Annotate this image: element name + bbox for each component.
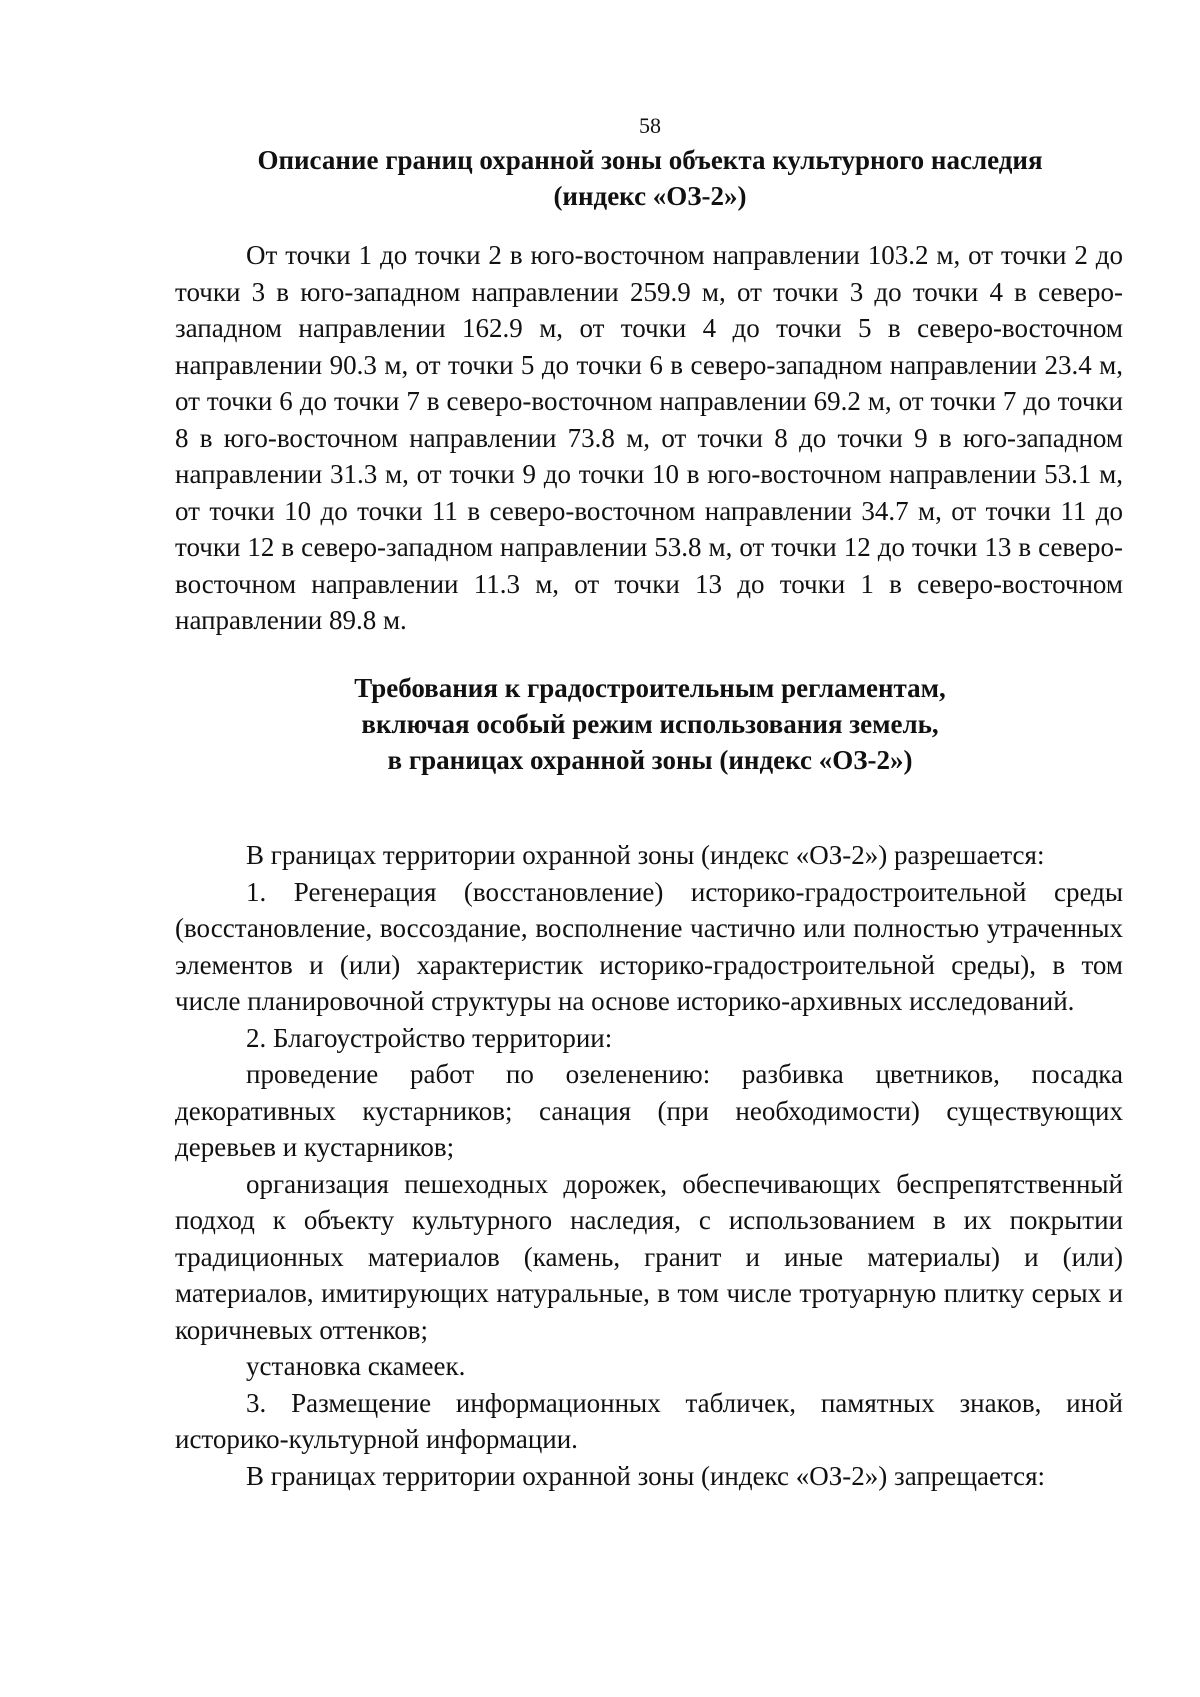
page-number: 58 [639, 113, 661, 138]
allowed-intro: В границах территории охранной зоны (индекс «ОЗ-2») разрешается: [246, 840, 1045, 870]
section-title-line: Описание границ охранной зоны объекта культурного наследия [257, 145, 1043, 175]
item-landscaping: 2. Благоустройство территории: [246, 1022, 613, 1053]
requirements-body [175, 837, 1123, 1494]
boundaries-paragraph: От точки 1 до точки 2 в юго-восточном направлении 103.2 м, от точки 2 до точки 3 в юго-западном направлении 259.9 м, от точки 3 до точки 4 в северо-западном направлении 162.9 м, от точки 4 до точки 5 в северо-восточном направлении 90.3 м, от точки 5 до точки 6 в северо-западном направлении 23.4 м, от точки 6 до точки 7 в северо-восточном направлении 69.2 м, от точки 7 до точки 8 в юго-восточном направлении 73.8 м, от точки 8 до точки 9 в юго-западном направлении 31.3 м, от точки 9 до точки 10 в юго-восточном направлении 53.1 м, от точки 10 до точки 11 в северо-восточном направлении 34.7 м, от точки 11 до точки 12 в северо-западном направлении 53.8 м, от точки 12 до точки 13 в северо-восточном направлении 11.3 м, от точки 13 до точки 1 в северо-восточном направлении 89.8 м. [175, 240, 1123, 635]
item-info-signs: 3. Размещение информационных табличек, памятных знаков, иной историко-культурной информации. [175, 1387, 1123, 1454]
section-title-line: в границах охранной зоны (индекс «ОЗ-2») [387, 745, 913, 775]
subitem-greening: проведение работ по озеленению: разбивка цветников, посадка декоративных кустарников; санация (при необходимости) существующих деревьев и кустарников; [175, 1059, 1123, 1162]
section-title-requirements [175, 670, 1125, 778]
section-title-boundaries [175, 142, 1125, 214]
section-title-line: Требования к градостроительным регламентам, [354, 673, 946, 703]
section-title-line: (индекс «ОЗ-2») [553, 181, 747, 211]
subitem-benches: установка скамеек. [246, 1351, 466, 1381]
boundaries-description [175, 237, 1123, 639]
prohibited-intro: В границах территории охранной зоны (индекс «ОЗ-2») запрещается: [246, 1460, 1046, 1491]
section-title-line: включая особый режим использования земель, [361, 709, 939, 739]
item-regeneration: 1. Регенерация (восстановление) историко-градостроительной среды (восстановление, воссоздание, восполнение частично или полностью утраченных элементов и (или) характеристик историко-градостроительной среды), в том числе планировочной структуры на основе историко-архивных исследований. [175, 876, 1123, 1016]
subitem-walkways: организация пешеходных дорожек, обеспечивающих беспрепятственный подход к объекту культурного наследия, с использованием в их покрытии традиционных материалов (камень, гранит и иные материалы) и (или) материалов, имитирующих натуральные, в том числе тротуарную плитку серых и коричневых оттенков; [175, 1168, 1123, 1345]
